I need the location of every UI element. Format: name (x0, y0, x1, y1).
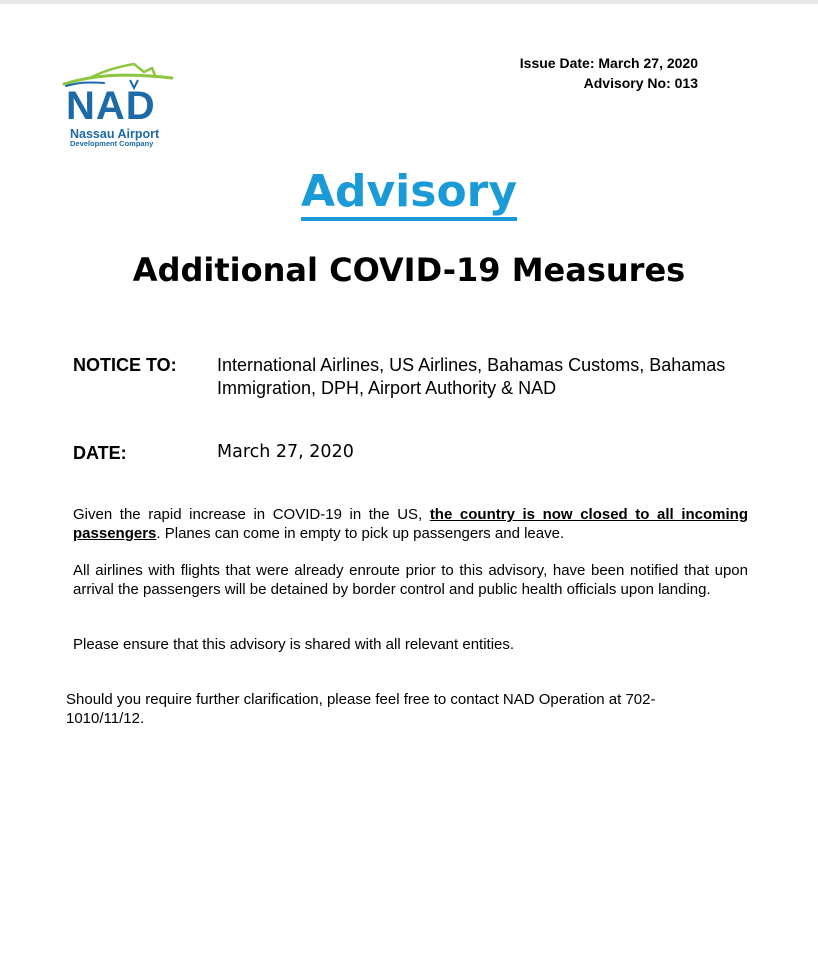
logo-company-subtitle: Development Company (70, 139, 154, 148)
notice-label: NOTICE TO: (73, 355, 177, 375)
notice-recipients: International Airlines, US Airlines, Bahamas Customs, Bahamas Immigration, DPH, Airport Authority & NAD (217, 355, 726, 398)
issue-date: Issue Date: March 27, 2020 (519, 55, 698, 71)
top-border (0, 0, 818, 4)
date-label: DATE: (73, 443, 127, 463)
paragraph-1 (73, 505, 748, 543)
paragraph-3: Please ensure that this advisory is shared with all relevant entities. (73, 636, 515, 653)
paragraph-1-end: . Planes can come in empty to pick up passengers and leave. (156, 525, 565, 542)
paragraph-2: All airlines with flights that were already enroute prior to this advisory, have been notified that upon arrival the passengers will be detained by border control and public health officials upon landing. (73, 562, 748, 598)
paragraph-1-start: Given the rapid increase in COVID-19 in the US, (73, 506, 430, 523)
nad-logo (60, 56, 200, 152)
advisory-number: Advisory No: 013 (583, 75, 698, 91)
contact-paragraph: Should you require further clarification, please feel free to contact NAD Operation at 702-1010/11/12. (66, 691, 656, 727)
document-subject: Additional COVID-19 Measures (132, 251, 686, 289)
date-value: March 27, 2020 (217, 442, 354, 462)
logo-company-name: Nassau Airport (70, 127, 160, 141)
document-title-text: Advisory (301, 166, 517, 221)
issue-info (520, 53, 698, 93)
logo-mark: NAD (66, 84, 156, 128)
paragraph-1-emphasis: the country is now closed to all incoming passengers (73, 506, 748, 542)
document-title (0, 168, 818, 216)
